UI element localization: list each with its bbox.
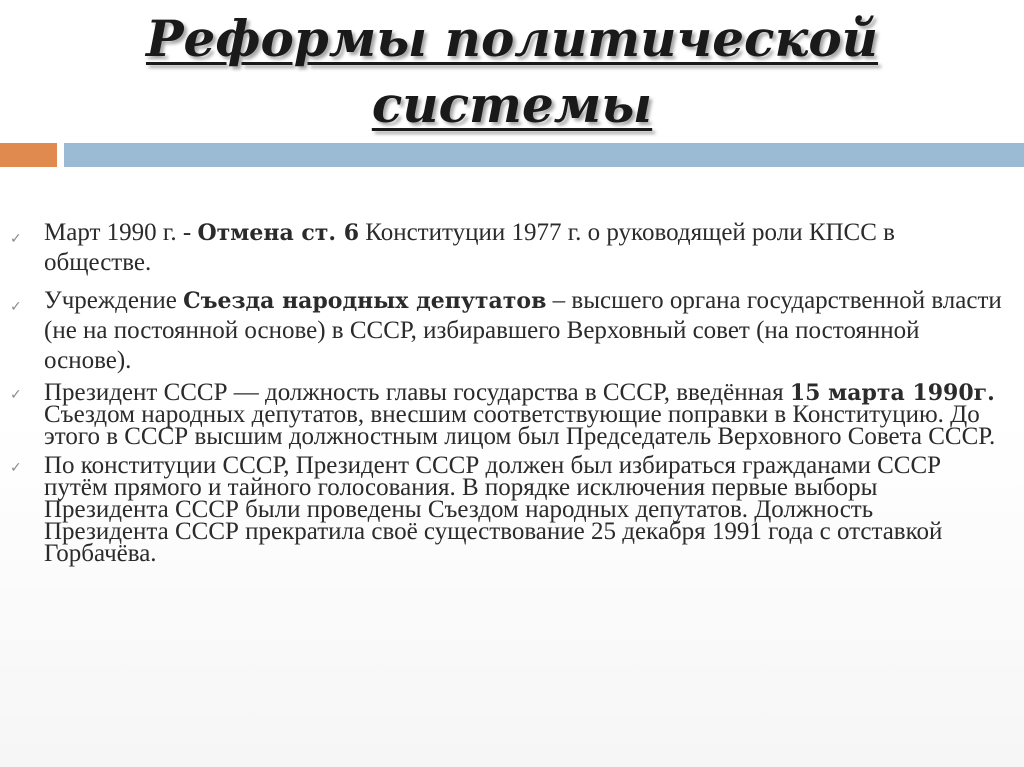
bullet-item — [0, 452, 1024, 567]
bullet-text: Конституции 1977 г. о руководящей роли КПСС в обществе. — [44, 219, 895, 276]
bullet-text: – высшего органа государственной власти (не на постоянной основе) в СССР, избиравшего Верховный совет (на постоянной основе). — [44, 287, 1002, 374]
checkmark-icon: ✓ — [10, 387, 22, 403]
bullet-text: Президент СССР — должность главы государства в СССР, введённая — [44, 379, 790, 406]
bullet-text: Съездом народных депутатов, внесшим соответствующие поправки в Конституцию. До этого в СССР высшим должностным лицом был Председатель Верховного Совета СССР. — [44, 401, 996, 450]
checkmark-icon: ✓ — [10, 299, 22, 315]
bullet-bold-text: Съезда народных депутатов — [183, 288, 547, 314]
divider-accent-orange — [0, 143, 57, 167]
bullet-text: Учреждение — [44, 287, 184, 314]
bullet-bold-text: Отмена ст. 6 — [197, 220, 360, 246]
title-line-2: системы — [371, 75, 653, 134]
bullet-item — [0, 218, 1024, 278]
bullet-bold-text: 15 марта 1990г. — [789, 380, 995, 406]
bullet-item — [0, 379, 1024, 450]
bullet-text: Март 1990 г. - — [44, 219, 198, 246]
checkmark-icon: ✓ — [10, 231, 22, 247]
bullet-list — [0, 218, 1024, 572]
checkmark-icon: ✓ — [10, 460, 22, 476]
divider-accent-blue — [64, 143, 1024, 167]
slide-title — [0, 6, 1024, 138]
bullet-text: По конституции СССР, Президент СССР должен был избираться гражданами СССР путём прямого и тайного голосования. В порядке исключения первые выборы Президента СССР были проведены Съездом народных депутатов. Должность Президента СССР прекратила своё существование 25 декабря 1991 года с отставкой Горбачёва. — [44, 452, 943, 567]
bullet-item — [0, 286, 1024, 376]
title-line-1: Реформы политической — [145, 9, 879, 68]
